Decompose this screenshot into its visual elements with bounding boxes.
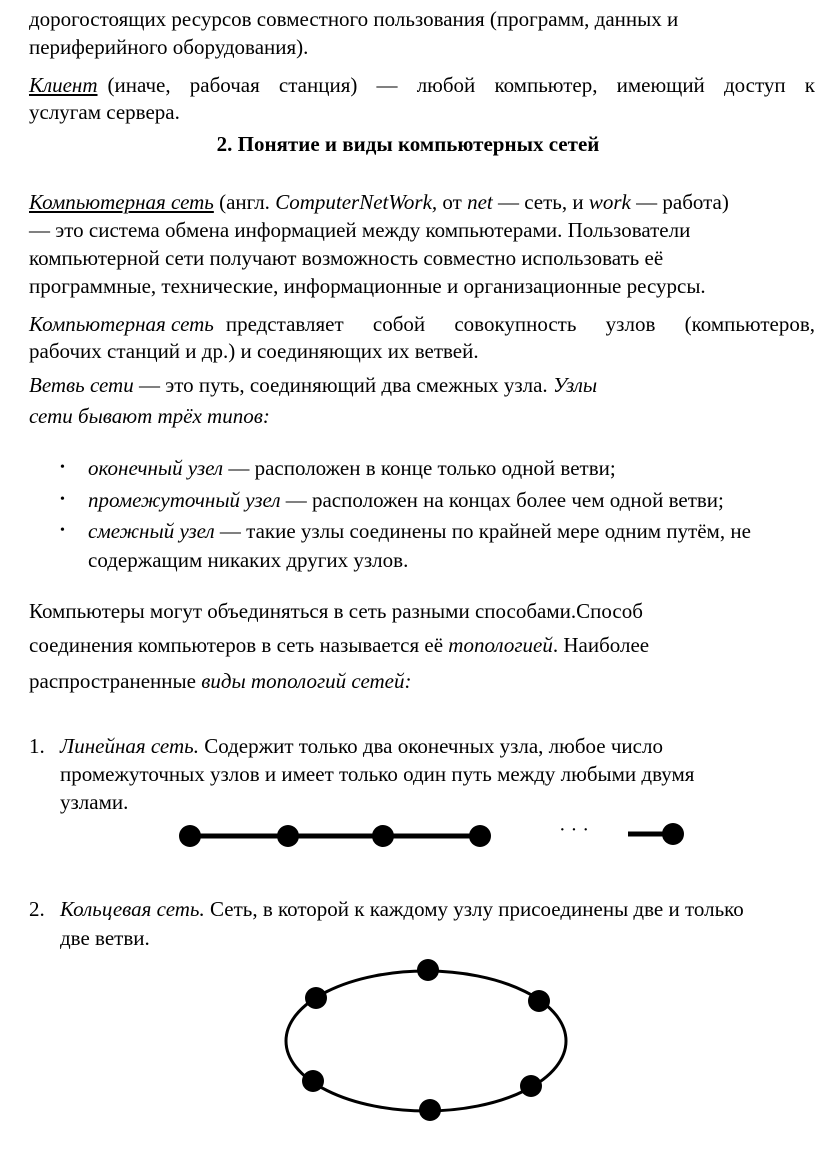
topology-intro-line-1: Компьютеры могут объединяться в сеть разными способами.Способ [29, 599, 643, 623]
branch-def-line-1: Ветвь сети — это путь, соединяющий два смежных узла. Узлы [29, 373, 598, 397]
linear-ellipsis: · · · [559, 819, 589, 841]
section-heading: 2. Понятие и виды компьютерных сетей [216, 132, 600, 156]
network-nodes-line-2: рабочих станций и др.) и соединяющих их ветвей. [29, 339, 479, 363]
topology-ring-line-2: две ветви. [60, 926, 150, 950]
intro-line-1: дорогостоящих ресурсов совместного пользования (программ, данных и [29, 7, 679, 31]
network-node [305, 987, 327, 1009]
network-nodes-term: Компьютерная сеть [29, 312, 214, 336]
topology-linear-line-3: узлами. [60, 790, 129, 814]
client-def-line-2: услугам сервера. [29, 100, 180, 124]
ring-network-diagram [286, 959, 566, 1121]
network-node [469, 825, 491, 847]
intro-line-2: периферийного оборудования). [29, 35, 309, 59]
network-node [662, 823, 684, 845]
topology-linear-line-2: промежуточных узлов и имеет только один путь между любыми двумя [60, 762, 695, 786]
topology-ring-line-1: Кольцевая сеть. Сеть, в которой к каждому узлу присоединены две и только [60, 897, 744, 921]
network-node [179, 825, 201, 847]
network-def-line-4: программные, технические, информационные и организационные ресурсы. [29, 274, 706, 298]
branch-def-line-2: сети бывают трёх типов: [29, 404, 270, 428]
network-node [528, 990, 550, 1012]
client-def-rest: (иначе, рабочая станция) — любой компьютер, имеющий доступ к [107, 73, 815, 97]
client-term: Клиент [29, 73, 98, 97]
network-term: Компьютерная сеть [29, 190, 214, 214]
topology-number: 1. [29, 734, 45, 758]
topology-linear-line-1: Линейная сеть. Содержит только два оконечных узла, любое число [60, 734, 663, 758]
list-bullet: • [60, 460, 65, 475]
network-node [417, 959, 439, 981]
topology-intro-line-2: соединения компьютеров в сеть называется её топологией. Наиболее [29, 633, 650, 657]
network-node [372, 825, 394, 847]
node-type-3: смежный узел — такие узлы соединены по крайней мере одним путём, не [88, 519, 751, 543]
list-bullet: • [60, 523, 65, 538]
network-node [520, 1075, 542, 1097]
list-bullet: • [60, 492, 65, 507]
network-nodes-line-1: Компьютерная сеть представляет собой совокупность узлов (компьютеров, [29, 312, 815, 336]
network-def-line-3: компьютерной сети получают возможность совместно использовать её [29, 246, 664, 270]
topology-intro-line-3: распространенные виды топологий сетей: [29, 669, 412, 693]
node-type-1: оконечный узел — расположен в конце только одной ветви; [88, 456, 616, 480]
branch-term: Ветвь сети [29, 373, 134, 397]
node-type-2: промежуточный узел — расположен на концах более чем одной ветви; [88, 488, 724, 512]
node-type-3-line-2: содержащим никаких других узлов. [88, 548, 409, 572]
topology-number: 2. [29, 897, 45, 921]
network-node [419, 1099, 441, 1121]
linear-network-diagram [179, 819, 684, 847]
network-def-line-1: Компьютерная сеть (англ. ComputerNetWork, от net — сеть, и work — работа) [29, 190, 729, 214]
network-def-line-2: — это система обмена информацией между компьютерами. Пользователи [29, 218, 691, 242]
network-node [277, 825, 299, 847]
network-node [302, 1070, 324, 1092]
